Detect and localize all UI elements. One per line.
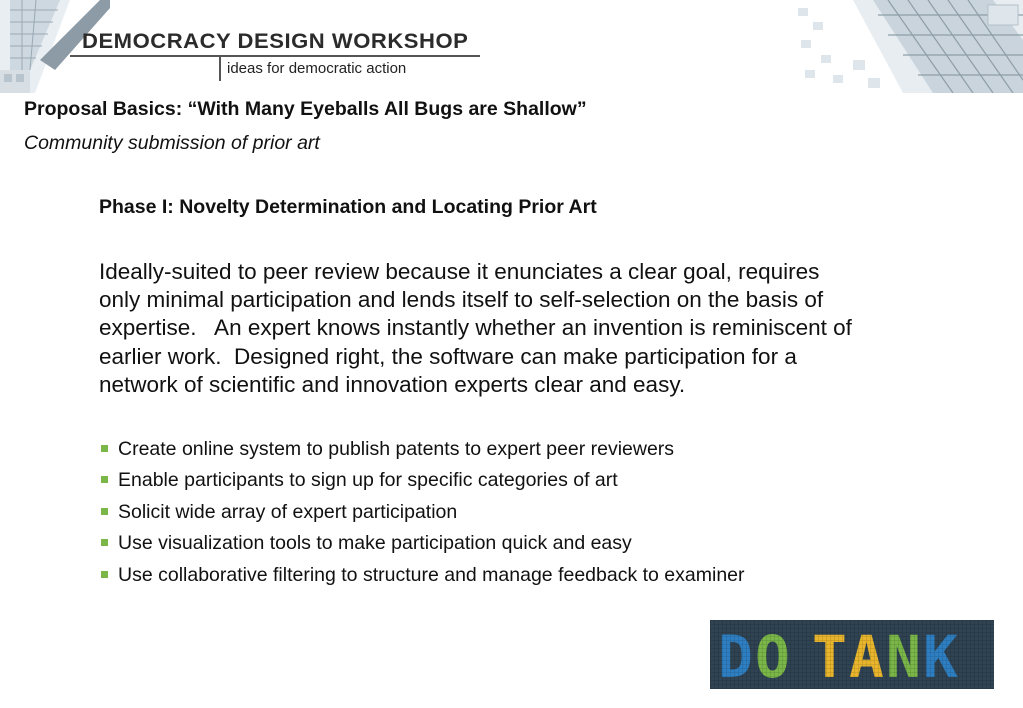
bullet-text: Use collaborative filtering to structure and manage feedback to examiner xyxy=(118,563,745,586)
bullet-square-icon xyxy=(101,476,108,483)
bullet-item xyxy=(99,466,745,497)
do-tank-logo-graphic xyxy=(710,620,994,689)
do-tank-logo xyxy=(710,620,994,689)
paragraph-line: network of scientific and innovation experts clear and easy. xyxy=(99,371,686,397)
bullet-item xyxy=(99,498,745,529)
slide-title: Proposal Basics: “With Many Eyeballs All Bugs are Shallow” xyxy=(24,98,587,120)
header-rule xyxy=(70,55,480,57)
bullet-text: Use visualization tools to make participation quick and easy xyxy=(118,532,632,555)
paragraph-line: earlier work. Designed right, the software can make participation for a xyxy=(99,343,797,369)
paragraph-line: expertise. An expert knows instantly whether an invention is reminiscent of xyxy=(99,315,852,341)
bullet-square-icon xyxy=(101,445,108,452)
bullet-item xyxy=(99,561,745,592)
bullet-item xyxy=(99,529,745,560)
bullet-text: Create online system to publish patents to expert peer reviewers xyxy=(118,438,675,460)
bullet-item xyxy=(99,435,745,466)
building-graphic-right xyxy=(793,0,1023,93)
phase-heading: Phase I: Novelty Determination and Locating Prior Art xyxy=(99,196,597,218)
header-rule-vertical xyxy=(219,55,221,81)
organization-tagline: ideas for democratic action xyxy=(227,60,407,77)
slide-subtitle: Community submission of prior art xyxy=(24,132,320,154)
body-paragraph xyxy=(99,258,989,399)
paragraph-line: only minimal participation and lends itself to self-selection on the basis of xyxy=(99,287,824,313)
organization-name: DEMOCRACY DESIGN WORKSHOP xyxy=(82,30,469,53)
bullet-list xyxy=(99,435,745,592)
bullet-square-icon xyxy=(101,508,108,515)
paragraph-line: Ideally-suited to peer review because it enunciates a clear goal, requires xyxy=(99,259,820,284)
bullet-text: Enable participants to sign up for specific categories of art xyxy=(118,469,618,492)
bullet-text: Solicit wide array of expert participation xyxy=(118,500,458,523)
bullet-square-icon xyxy=(101,571,108,578)
bullet-square-icon xyxy=(101,539,108,546)
header-banner xyxy=(0,0,1023,93)
